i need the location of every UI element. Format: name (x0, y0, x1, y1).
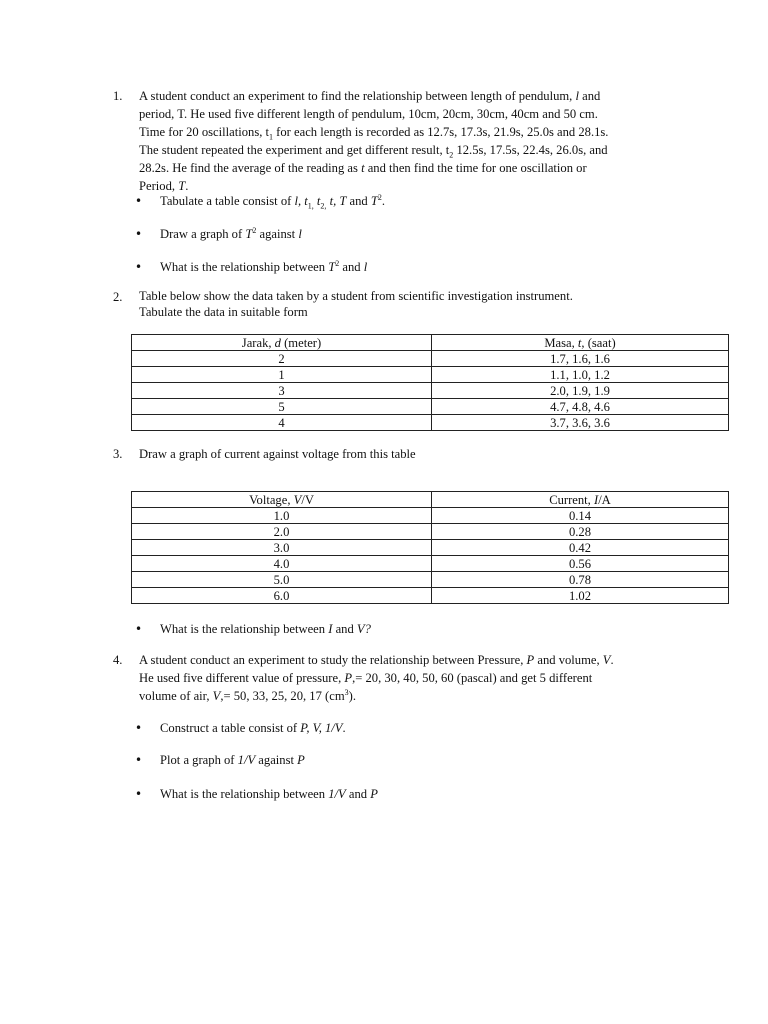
table-cell: 0.56 (432, 556, 729, 572)
column-header: Masa, t, (saat) (432, 335, 729, 351)
question-4 (113, 651, 733, 803)
voltage-current-table (131, 491, 729, 604)
table-cell: 2 (132, 351, 432, 367)
question-3 (113, 445, 733, 463)
text-line: period, T. He used five different length of pendulum, 10cm, 20cm, 30cm, 40cm and 50 cm. (139, 107, 598, 121)
task-item: • Tabulate a table consist of l, $t_{1,}$ $t_{2,}$ t, T and $T^2$. (113, 192, 733, 210)
task-item: • Plot a graph of 1/V against P (113, 751, 733, 769)
question-number: 4. (113, 653, 123, 667)
table-row (132, 383, 729, 399)
question-2 (113, 288, 733, 320)
table-header-row (132, 335, 729, 351)
question-number: 1. (113, 89, 123, 103)
text-line: He used five different value of pressure, P,= 20, 30, 40, 50, 60 (pascal) and get 5 different (139, 671, 593, 685)
task-item: • What is the relationship between $T^2$ and l (113, 258, 733, 276)
task-item: • Draw a graph of $T^2$ against l (113, 225, 733, 243)
question-1 (113, 87, 733, 276)
text-line: Time for 20 oscillations, $t_1$ for each length is recorded as 12.7s, 17.3s, 21.9s, 25.0s and 28.1s. (139, 125, 609, 142)
question-text (139, 651, 733, 705)
table-row (132, 572, 729, 588)
table-cell: 6.0 (132, 588, 432, 604)
text-line: 28.2s. He find the average of the reading as t and then find the time for one oscillation or (139, 161, 587, 175)
table-cell: 0.42 (432, 540, 729, 556)
column-header: Current, I/A (432, 492, 729, 508)
text-line: The student repeated the experiment and get different result, $t_2$ 12.5s, 17.5s, 22.4s, 26.0s, and (139, 143, 608, 160)
column-header: Jarak, d (meter) (132, 335, 432, 351)
question-text (139, 288, 733, 320)
table-cell: 0.14 (432, 508, 729, 524)
task-list (113, 719, 733, 803)
column-header: Voltage, V/V (132, 492, 432, 508)
table-row (132, 351, 729, 367)
text-line: Draw a graph of current against voltage from this table (139, 447, 416, 461)
table-cell: 1.1, 1.0, 1.2 (432, 367, 729, 383)
table-row (132, 588, 729, 604)
table-cell: 2.0, 1.9, 1.9 (432, 383, 729, 399)
table-cell: 1 (132, 367, 432, 383)
table-row (132, 524, 729, 540)
table-header-row (132, 492, 729, 508)
table-cell: 1.0 (132, 508, 432, 524)
table-cell: 4.0 (132, 556, 432, 572)
table-cell: 1.02 (432, 588, 729, 604)
text-line: A student conduct an experiment to find the relationship between length of pendulum, l and (139, 89, 601, 103)
question-number: 2. (113, 290, 123, 304)
table-cell: 3 (132, 383, 432, 399)
task-item: • What is the relationship between 1/V and P (113, 785, 733, 803)
table-cell: 4.7, 4.8, 4.6 (432, 399, 729, 415)
task-item: • Construct a table consist of P, V, 1/V. (113, 719, 733, 737)
table-row (132, 508, 729, 524)
table-cell: 0.28 (432, 524, 729, 540)
task-item: • What is the relationship between I and V? (113, 620, 733, 638)
text-line: Tabulate the data in suitable form (139, 305, 308, 319)
table-row (132, 556, 729, 572)
text-line: Table below show the data taken by a student from scientific investigation instrument. (139, 289, 573, 303)
table-cell: 4 (132, 415, 432, 431)
task-list (113, 192, 733, 276)
table-cell: 5.0 (132, 572, 432, 588)
distance-time-table (131, 334, 729, 431)
table-row (132, 399, 729, 415)
table-cell: 3.0 (132, 540, 432, 556)
table-cell: 5 (132, 399, 432, 415)
task-list (113, 620, 733, 638)
table-cell: 1.7, 1.6, 1.6 (432, 351, 729, 367)
table-cell: 0.78 (432, 572, 729, 588)
question-text (139, 445, 733, 463)
table-cell: 3.7, 3.6, 3.6 (432, 415, 729, 431)
text-line: A student conduct an experiment to study the relationship between Pressure, P and volume, V. (139, 653, 614, 667)
question-number: 3. (113, 447, 123, 461)
table-row (132, 367, 729, 383)
table-cell: 2.0 (132, 524, 432, 540)
text-line: volume of air, V,= 50, 33, 25, 20, 17 $(cm^3)$. (139, 687, 356, 703)
question-text (139, 87, 733, 195)
question-3-tasks (113, 620, 733, 638)
text-line: Period, T. (139, 179, 189, 193)
table-row (132, 415, 729, 431)
table-row (132, 540, 729, 556)
